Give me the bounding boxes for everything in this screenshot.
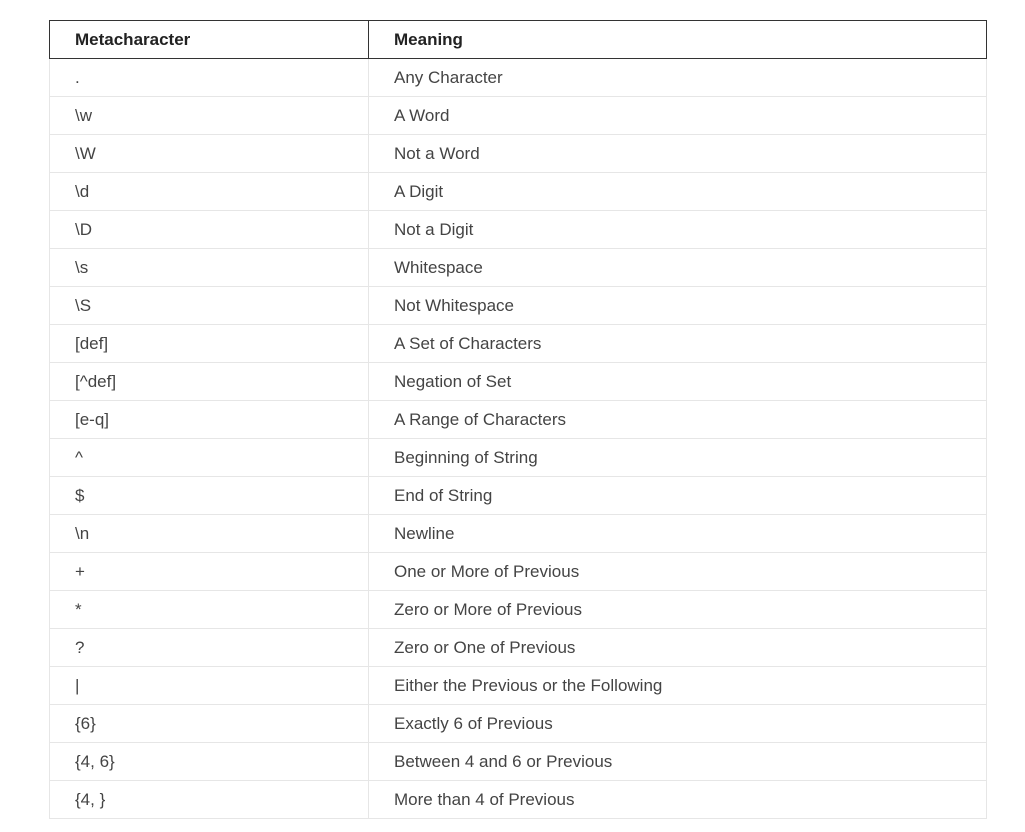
metacharacter-cell (50, 705, 369, 743)
meaning-value: Negation of Set (394, 372, 512, 391)
meaning-value: Either the Previous or the Following (394, 676, 663, 695)
metacharacter-value: \D (75, 220, 92, 239)
meaning-value: End of String (394, 486, 493, 505)
table-row (50, 439, 987, 477)
metacharacter-cell (50, 287, 369, 325)
metacharacter-value: $ (75, 486, 85, 505)
meaning-cell (369, 59, 987, 97)
metacharacter-table-container (49, 20, 986, 819)
metacharacter-cell (50, 363, 369, 401)
metacharacter-value: \d (75, 182, 90, 201)
metacharacter-cell (50, 439, 369, 477)
table-row (50, 211, 987, 249)
metacharacter-value: ? (75, 638, 85, 657)
table-row (50, 781, 987, 819)
meaning-value: More than 4 of Previous (394, 790, 575, 809)
table-row (50, 477, 987, 515)
table-row (50, 363, 987, 401)
table-row (50, 629, 987, 667)
metacharacter-value: | (75, 676, 80, 695)
header-meaning (369, 21, 987, 59)
meaning-value: A Range of Characters (394, 410, 566, 429)
metacharacter-cell (50, 401, 369, 439)
metacharacter-cell (50, 743, 369, 781)
meaning-value: A Word (394, 106, 450, 125)
meaning-cell (369, 287, 987, 325)
meaning-value: Newline (394, 524, 455, 543)
metacharacter-cell (50, 249, 369, 287)
meaning-cell (369, 667, 987, 705)
metacharacter-cell (50, 553, 369, 591)
metacharacter-cell (50, 325, 369, 363)
metacharacter-cell (50, 173, 369, 211)
meaning-cell (369, 553, 987, 591)
meaning-value: Whitespace (394, 258, 483, 277)
table-header (50, 21, 987, 59)
table-row (50, 591, 987, 629)
metacharacter-value: \W (75, 144, 96, 163)
table-row (50, 249, 987, 287)
metacharacter-value: \n (75, 524, 90, 543)
metacharacter-value: \s (75, 258, 89, 277)
metacharacter-value: . (75, 68, 80, 87)
metacharacter-value: [^def] (75, 372, 117, 391)
metacharacter-cell (50, 591, 369, 629)
meaning-value: Not a Word (394, 144, 480, 163)
meaning-cell (369, 401, 987, 439)
table-row (50, 325, 987, 363)
meaning-cell (369, 477, 987, 515)
table-row (50, 743, 987, 781)
meaning-value: Zero or More of Previous (394, 600, 583, 619)
header-meaning-label: Meaning (394, 30, 463, 49)
table-body (50, 59, 987, 819)
meaning-value: A Digit (394, 182, 444, 201)
header-row (50, 21, 987, 59)
meaning-cell (369, 629, 987, 667)
meaning-value: Between 4 and 6 or Previous (394, 752, 613, 771)
metacharacter-cell (50, 629, 369, 667)
metacharacter-value: [e-q] (75, 410, 110, 429)
meaning-value: Zero or One of Previous (394, 638, 576, 657)
meaning-cell (369, 135, 987, 173)
meaning-cell (369, 515, 987, 553)
meaning-value: One or More of Previous (394, 562, 580, 581)
table-row (50, 705, 987, 743)
metacharacter-value: * (75, 600, 82, 619)
table-row (50, 553, 987, 591)
meaning-cell (369, 591, 987, 629)
meaning-value: Beginning of String (394, 448, 538, 467)
metacharacter-value: [def] (75, 334, 109, 353)
table-row (50, 401, 987, 439)
metacharacter-value: \S (75, 296, 92, 315)
meaning-cell (369, 325, 987, 363)
meaning-cell (369, 363, 987, 401)
metacharacter-value: + (75, 562, 85, 581)
meaning-cell (369, 249, 987, 287)
meaning-value: A Set of Characters (394, 334, 542, 353)
table-row (50, 97, 987, 135)
metacharacter-value: ^ (75, 448, 83, 467)
metacharacter-table (49, 20, 987, 819)
meaning-value: Not Whitespace (394, 296, 514, 315)
metacharacter-value: {6} (75, 714, 96, 733)
table-row (50, 515, 987, 553)
metacharacter-cell (50, 211, 369, 249)
metacharacter-cell (50, 515, 369, 553)
metacharacter-value: {4, } (75, 790, 106, 809)
metacharacter-value: {4, 6} (75, 752, 115, 771)
metacharacter-cell (50, 59, 369, 97)
metacharacter-cell (50, 97, 369, 135)
meaning-cell (369, 173, 987, 211)
table-row (50, 173, 987, 211)
table-row (50, 59, 987, 97)
metacharacter-value: \w (75, 106, 92, 125)
table-row (50, 135, 987, 173)
metacharacter-cell (50, 781, 369, 819)
metacharacter-cell (50, 135, 369, 173)
header-metacharacter-label: Metacharacter (75, 30, 191, 49)
meaning-cell (369, 211, 987, 249)
meaning-value: Not a Digit (394, 220, 474, 239)
meaning-cell (369, 97, 987, 135)
meaning-value: Any Character (394, 68, 503, 87)
meaning-cell (369, 781, 987, 819)
metacharacter-cell (50, 477, 369, 515)
meaning-value: Exactly 6 of Previous (394, 714, 553, 733)
metacharacter-cell (50, 667, 369, 705)
meaning-cell (369, 439, 987, 477)
header-metacharacter (50, 21, 369, 59)
meaning-cell (369, 743, 987, 781)
table-row (50, 287, 987, 325)
table-row (50, 667, 987, 705)
meaning-cell (369, 705, 987, 743)
